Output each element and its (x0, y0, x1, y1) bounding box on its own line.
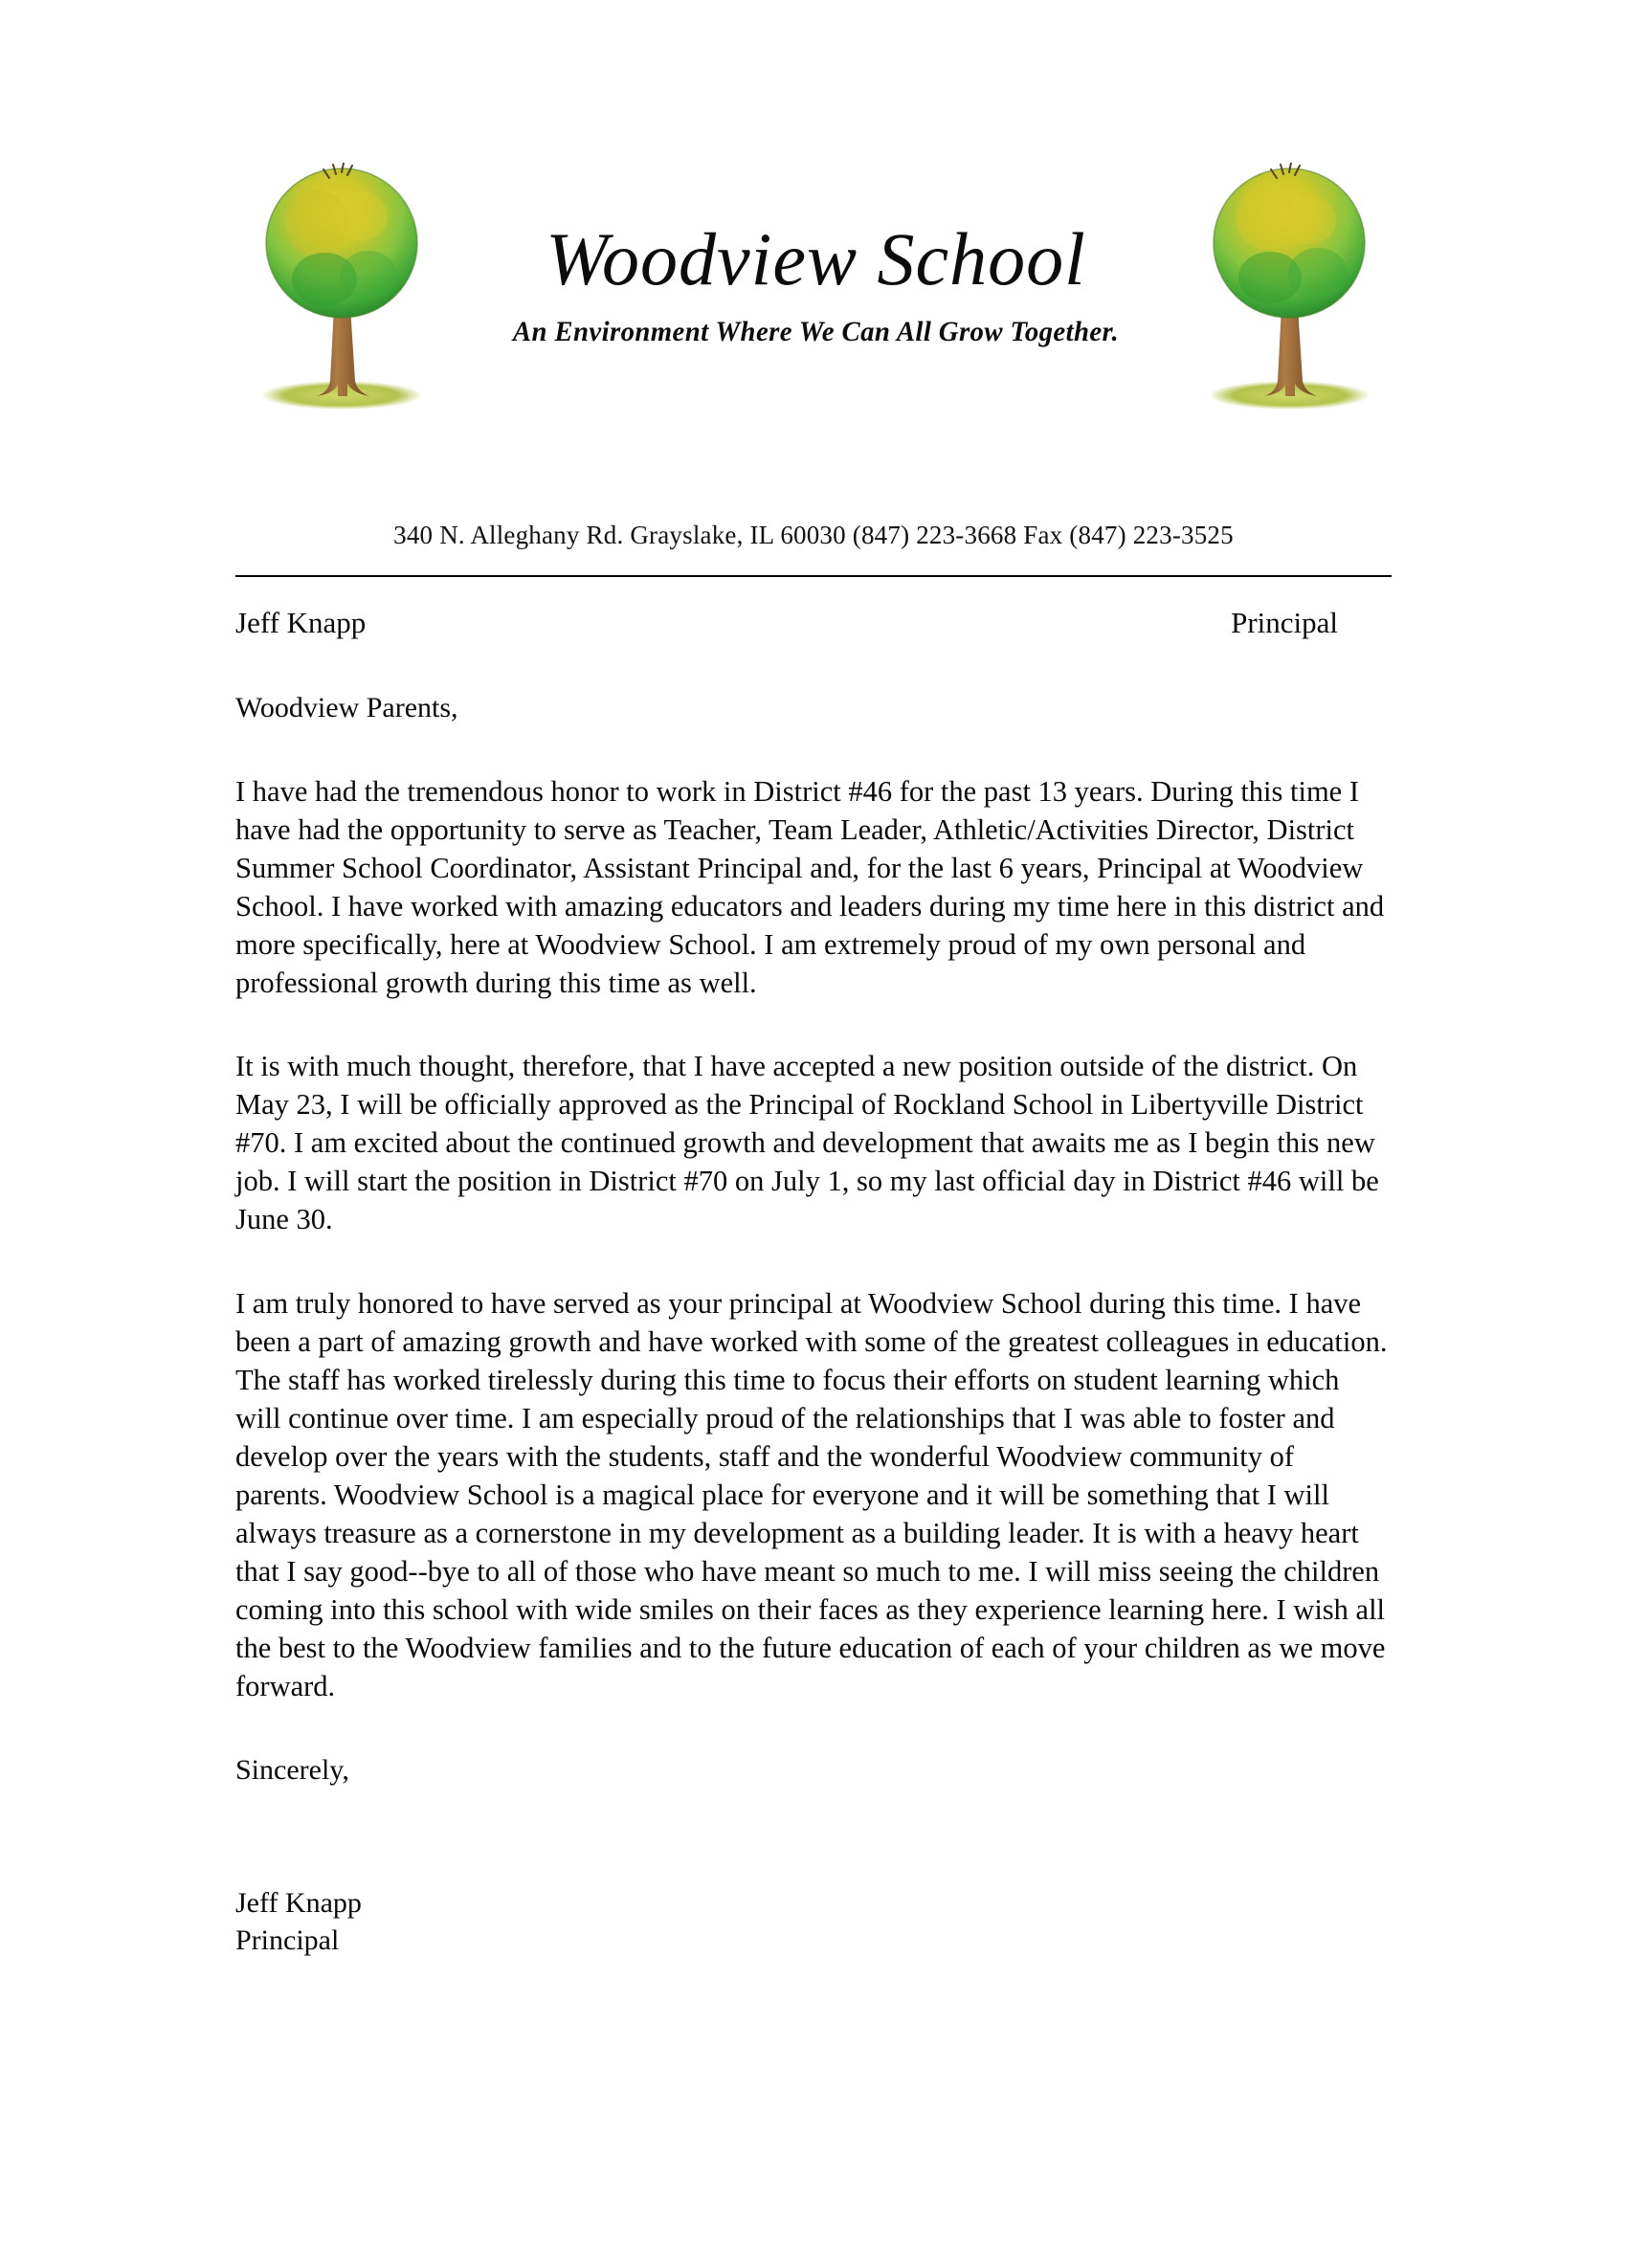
school-address: 340 N. Alleghany Rd. Grayslake, IL 60030 (847) 223-3668 Fax (847) 223-3525 (393, 521, 1234, 549)
tree-icon-right (1201, 163, 1378, 416)
school-name: Woodview School (546, 217, 1086, 300)
paragraph-1: I have had the tremendous honor to work in District #46 for the past 13 years. During this time I have had the opportunity to serve as Teacher, Team Leader, Athletic/Activities Director, District Summer School Coordinator, Assistant Principal and, for the last 6 years, Principal at Woodview School. I have worked with amazing educators and leaders during my time here in this district and more specifically, here at Woodview School. I am extremely proud of my own personal and professional growth during this time as well. (235, 774, 1385, 999)
letterhead (0, 163, 1627, 450)
paragraph-3: I am truly honored to have served as your principal at Woodview School during this time. I have been a part of amazing growth and have worked with some of the greatest colleagues in education. The staff has worked tirelessly during this time to focus their efforts on student learning which will continue over time. I am especially proud of the relationships that I was able to foster and develop over the years with the students, staff and the wonderful Woodview community of parents. Woodview School is a magical place for everyone and it will be something that I will always treasure as a cornerstone in my development as a building leader. It is with a heavy heart that I say good--bye to all of those who have meant so much to me. I will miss seeing the children coming into this school with wide smiles on their faces as they experience learning here. I wish all the best to the Woodview families and to the future education of each of your children as we move forward. (235, 1286, 1388, 1703)
signature-role: Principal (235, 1924, 340, 1957)
signature-name: Jeff Knapp (235, 1887, 362, 1920)
header-name: Jeff Knapp (235, 606, 367, 639)
school-logo (249, 163, 1378, 416)
paragraph-2: It is with much thought, therefore, that I have accepted a new position outside of the district. On May 23, I will be officially approved as the Principal of Rockland School in Libertyville District #70. I am excited about the continued growth and development that awaits me as I begin this new job. I will start the position in District #70 on July 1, so my last official day in District #46 will be June 30. (235, 1050, 1379, 1236)
tree-icon-left (254, 163, 431, 416)
closing: Sincerely, (235, 1753, 349, 1786)
school-title-block (431, 163, 1201, 346)
letter-page (0, 163, 1627, 2268)
letter-body (235, 577, 1392, 1959)
header-role: Principal (1231, 606, 1338, 639)
signature-block (235, 1884, 1392, 1959)
school-tagline: An Environment Where We Can All Grow Together. (512, 316, 1120, 347)
header-namebar (235, 592, 1392, 643)
salutation: Woodview Parents, (235, 691, 458, 723)
